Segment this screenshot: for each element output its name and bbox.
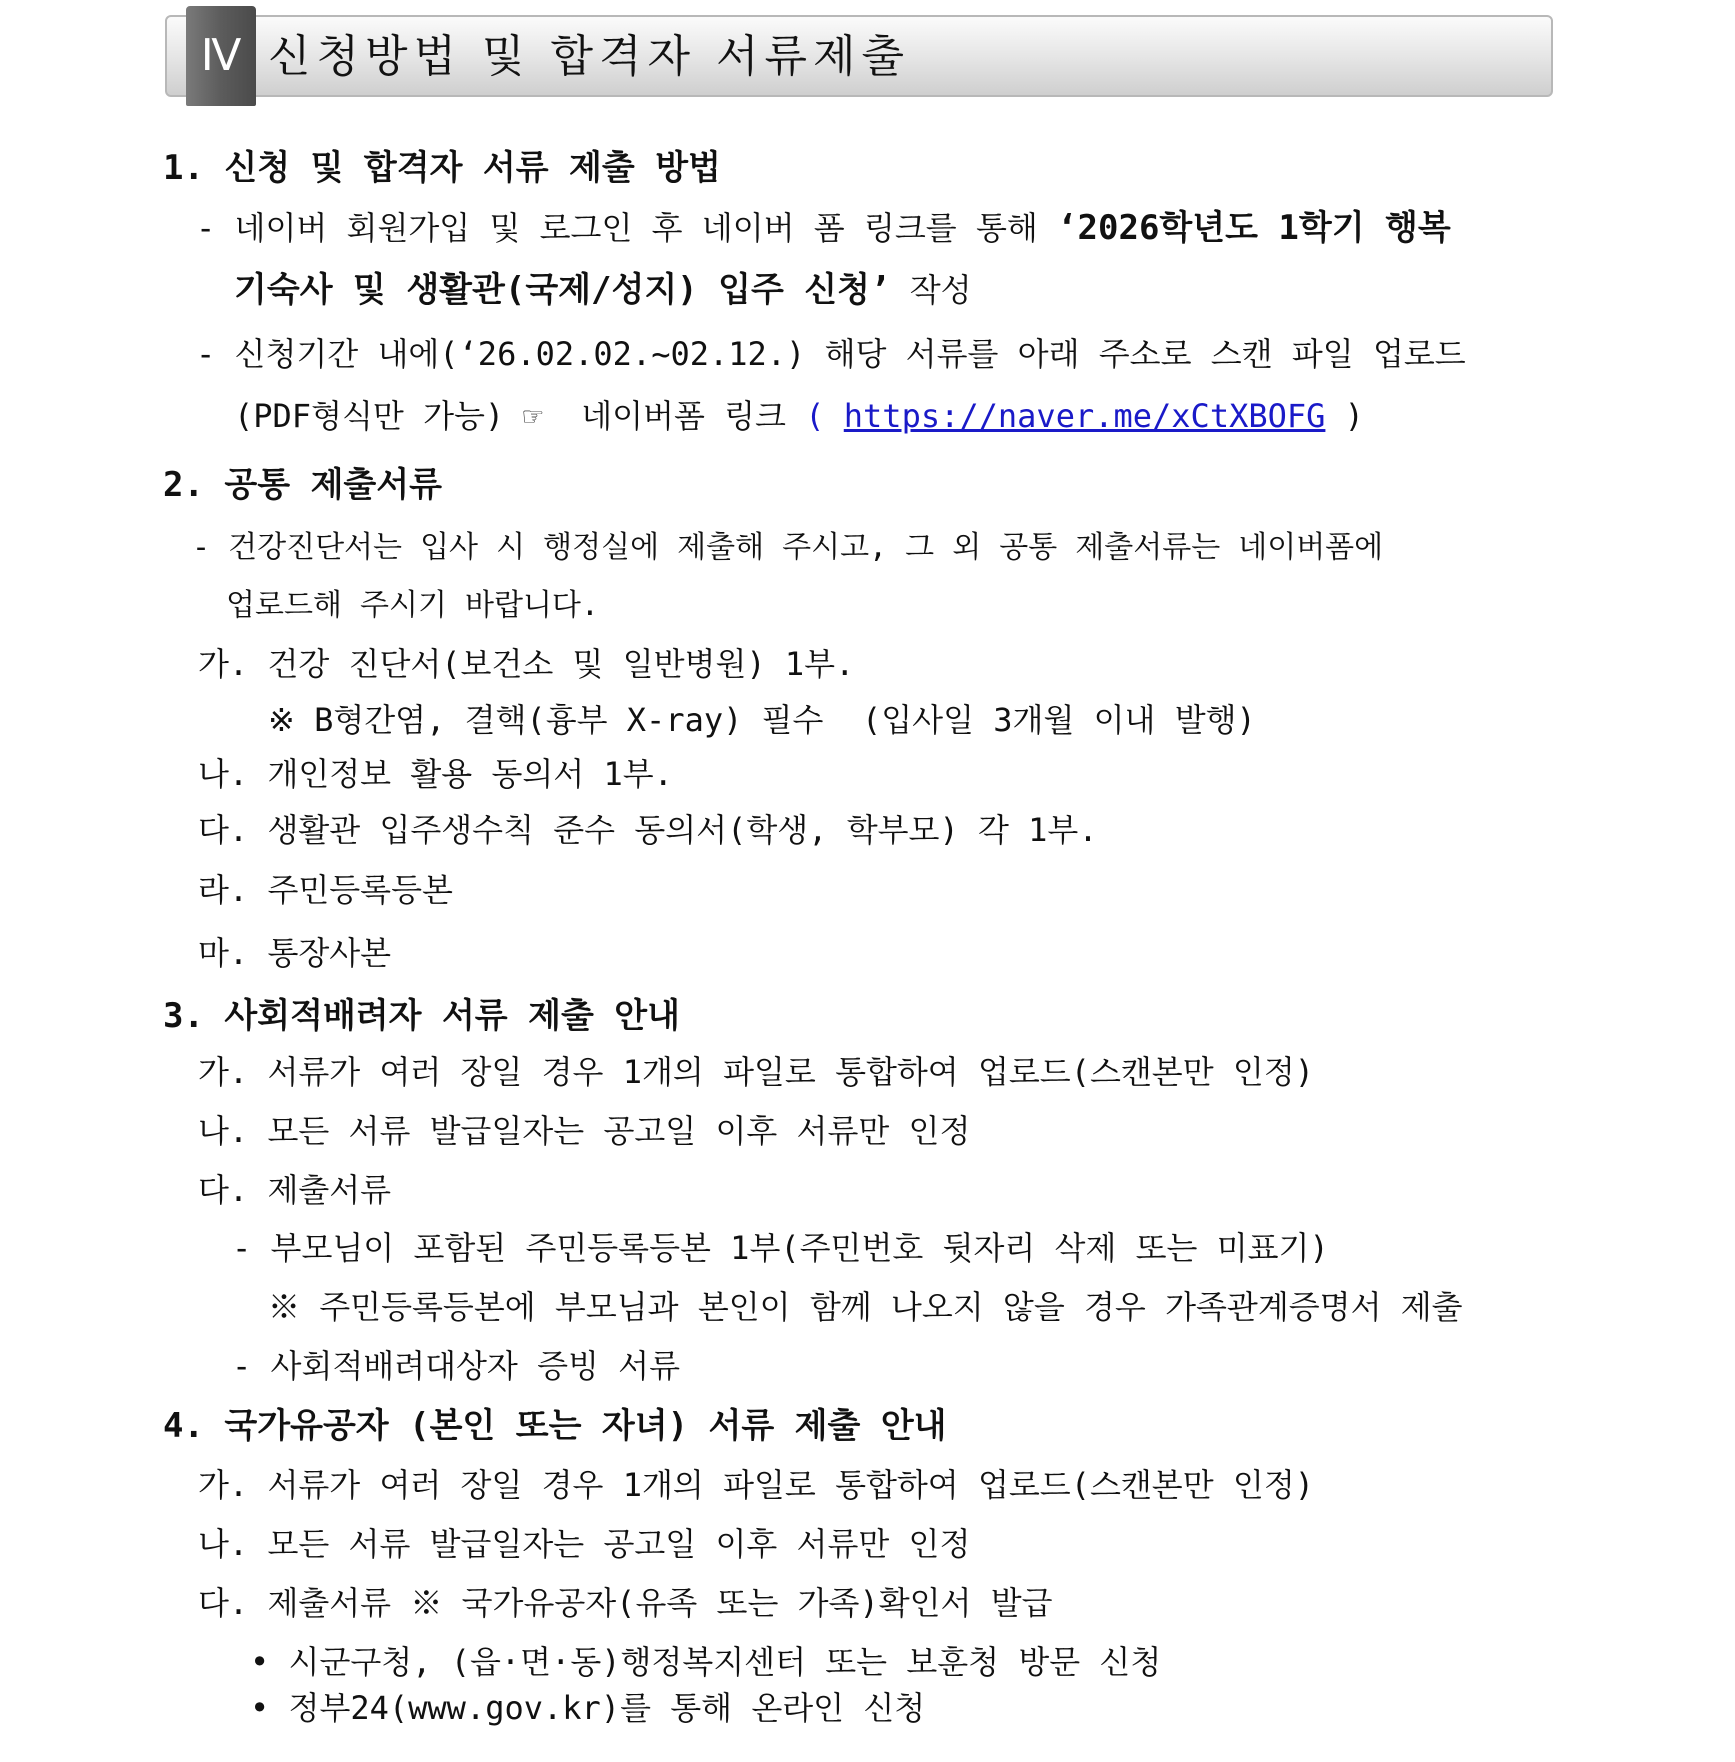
section-numeral: Ⅳ (186, 6, 256, 106)
heading-2: 2. 공통 제출서류 (163, 465, 442, 505)
s4-bullet-1: • 시군구청, (읍·면·동)행정복지센터 또는 보훈청 방문 신청 (250, 1643, 1162, 1681)
s4-bullet-2: • 정부24(www.gov.kr)를 통해 온라인 신청 (250, 1689, 926, 1727)
s2-item-d: 라. 주민등록등본 (198, 871, 453, 909)
s2-item-e: 마. 통장사본 (198, 934, 392, 972)
s1-line-3: - 신청기간 내에(‘26.02.02.~02.12.) 해당 서류를 아래 주소로 스캔 파일 업로드 (196, 335, 1466, 373)
s1-line-2 (234, 270, 972, 310)
s3-item-c2: - 사회적배려대상자 증빙 서류 (232, 1347, 681, 1385)
s4-item-c: 다. 제출서류 ※ 국가유공자(유족 또는 가족)확인서 발급 (198, 1584, 1053, 1622)
s1-line-1 (196, 208, 1451, 248)
naver-form-link[interactable]: https://naver.me/xCtXBOFG (843, 397, 1326, 435)
s2-item-a-note: ※ B형간염, 결핵(흉부 X-ray) 필수 (입사일 3개월 이내 발행) (268, 701, 1256, 739)
s4-item-b: 나. 모든 서류 발급일자는 공고일 이후 서류만 인정 (198, 1525, 971, 1563)
link-open-paren: ( (805, 397, 844, 435)
s2-item-c: 다. 생활관 입주생수칙 준수 동의서(학생, 학부모) 각 1부. (198, 811, 1098, 849)
s2-item-b: 나. 개인정보 활용 동의서 1부. (198, 755, 673, 793)
heading-3: 3. 사회적배려자 서류 제출 안내 (163, 996, 680, 1036)
s1-line-2-text: 작성 (890, 271, 972, 309)
heading-4: 4. 국가유공자 (본인 또는 자녀) 서류 제출 안내 (163, 1406, 947, 1446)
s3-item-b: 나. 모든 서류 발급일자는 공고일 이후 서류만 인정 (198, 1112, 971, 1150)
link-close-paren: ) (1325, 397, 1364, 435)
section-title: 신청방법 및 합격자 서류제출 (268, 31, 911, 82)
s2-note-2: 업로드해 주시기 바랍니다. (226, 588, 599, 623)
heading-1: 1. 신청 및 합격자 서류 제출 방법 (163, 148, 721, 188)
s2-item-a: 가. 건강 진단서(보건소 및 일반병원) 1부. (198, 645, 855, 683)
s1-line-4-text: (PDF형식만 가능) ☞ 네이버폼 링크 (234, 397, 806, 435)
s3-item-c1-note: ※ 주민등록등본에 부모님과 본인이 함께 나오지 않을 경우 가족관계증명서 제출 (268, 1288, 1463, 1326)
s4-item-a: 가. 서류가 여러 장일 경우 1개의 파일로 통합하여 업로드(스캔본만 인정) (198, 1466, 1314, 1504)
s1-form-title-b: 기숙사 및 생활관(국제/성지) 입주 신청’ (234, 270, 891, 310)
s1-line-1-text: - 네이버 회원가입 및 로그인 후 네이버 폼 링크를 통해 (196, 209, 1058, 247)
s1-form-title-a: ‘2026학년도 1학기 행복 (1057, 208, 1451, 248)
s3-item-a: 가. 서류가 여러 장일 경우 1개의 파일로 통합하여 업로드(스캔본만 인정) (198, 1053, 1314, 1091)
s2-note-1: - 건강진단서는 입사 시 행정실에 제출해 주시고, 그 외 공통 제출서류는 네이버폼에 (192, 530, 1384, 565)
s3-item-c: 다. 제출서류 (198, 1171, 392, 1209)
s3-item-c1: - 부모님이 포함된 주민등록등본 1부(주민번호 뒷자리 삭제 또는 미표기) (232, 1229, 1329, 1267)
s1-line-4 (234, 396, 1364, 436)
